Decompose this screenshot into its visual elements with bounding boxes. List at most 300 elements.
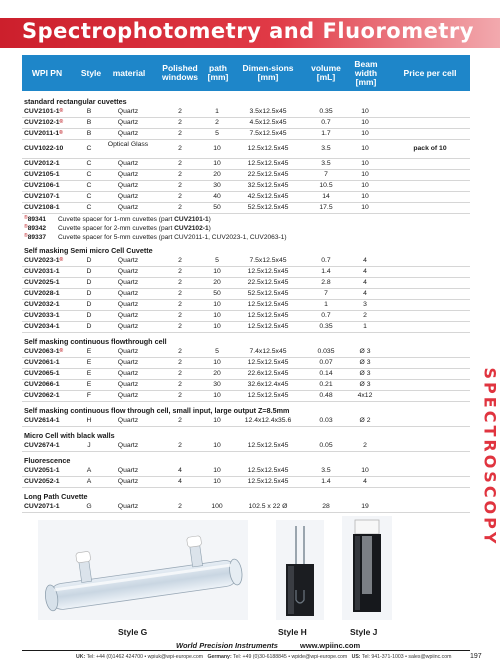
cell-style: C [86,193,92,200]
table-row [22,369,470,380]
header-pn: WPI PN [31,67,63,78]
cell-path: 10 [213,417,221,424]
table-row [22,416,470,427]
cell-path: 10 [213,145,221,152]
part-number-text: CUV2051-1 [24,467,60,474]
cell-beam: 10 [361,467,369,474]
cell-volume: 28 [322,503,330,510]
part-number-text: CUV2023-1 [24,257,60,264]
cell-material: Quartz [117,160,139,167]
cell-dims: 12.5x12.5x45 [247,323,289,330]
cell-path: 50 [213,290,221,297]
us-label: US: [351,654,361,660]
caption-style-h: Style H [278,627,307,637]
part-number-text: CUV2062-1 [24,392,60,399]
cell-polished: 2 [178,279,182,286]
cell-dims: 12.5x12.5x45 [247,359,289,366]
table-row [22,311,470,322]
cell-price: pack of 10 [413,145,447,152]
cell-polished: 2 [178,301,182,308]
part-number [24,391,60,401]
cell-beam: 4 [363,257,367,264]
cell-dims: 42.5x12.5x45 [247,193,289,200]
part-number [24,358,60,368]
cell-style: C [86,182,92,189]
cell-polished: 2 [178,348,182,355]
cell-dims: 7.5x12.5x45 [249,130,287,137]
table-row [22,391,470,402]
cell-path: 1 [215,108,219,115]
note-description [58,224,211,233]
cell-volume: 7 [324,171,328,178]
cell-polished: 2 [178,119,182,126]
cell-path: 10 [213,268,221,275]
note-description [58,233,287,242]
part-number [24,380,60,390]
cell-beam: 1 [363,323,367,330]
cell-polished: 4 [178,478,182,485]
note-line [22,233,470,242]
note-end: ) [208,225,211,232]
cell-material: Quartz [117,359,139,366]
cell-style: G [86,503,92,510]
part-number-text: CUV2031-1 [24,268,60,275]
style-h-photo [276,520,324,620]
cell-polished: 2 [178,312,182,319]
part-number-text: CUV2101-1 [24,108,60,115]
note-text: Cuvette spacer for 2-mm cuvettes (part [58,225,175,232]
cell-path: 2 [215,119,219,126]
cell-dims: 52.5x12.5x45 [247,204,289,211]
section-title: standard rectangular cuvettes [24,97,127,106]
registered-mark: ® [24,224,28,230]
note-description [58,215,211,224]
part-number-text: CUV1022-10 [24,145,64,152]
cell-material: Quartz [117,323,139,330]
cell-dims: 32.6x12.4x45 [247,381,289,388]
cell-beam: 3 [363,301,367,308]
table-row [22,322,470,333]
part-number [24,441,60,451]
cell-material: Quartz [117,279,139,286]
cell-polished: 2 [178,193,182,200]
registered-mark: ® [59,119,64,125]
cell-volume: 0.35 [319,323,333,330]
cell-beam: Ø 3 [359,370,371,377]
cell-beam: 10 [361,193,369,200]
cell-dims: 52.5x12.5x45 [247,290,289,297]
cell-style: C [86,160,92,167]
cell-style: B [86,119,92,126]
cell-style: J [87,442,91,449]
part-number-text: CUV2106-1 [24,182,60,189]
registered-mark: ® [59,130,63,136]
part-number-text: CUV2028-1 [24,290,60,297]
table-row [22,140,470,159]
cell-style: D [86,290,92,297]
cell-polished: 2 [178,290,182,297]
header-volume: volume [mL] [311,63,341,82]
cell-volume: 0.07 [319,359,333,366]
part-number [24,192,60,202]
footer-brand: World Precision Instruments [176,641,278,650]
section-title: Micro Cell with black walls [24,431,115,440]
part-number [24,278,60,288]
part-number-text: CUV2614-1 [24,417,60,424]
part-number [24,311,60,321]
note-end: ) [208,216,211,223]
cell-path: 5 [215,130,219,137]
cell-volume: 0.21 [319,381,333,388]
cell-dims: 12.5x12.5x45 [247,442,289,449]
cell-material: Quartz [117,503,139,510]
header-material: material [112,67,146,78]
cell-volume: 0.14 [319,370,333,377]
cell-polished: 2 [178,503,182,510]
cell-style: E [86,370,92,377]
cell-beam: 2 [363,312,367,319]
cell-path: 10 [213,392,221,399]
part-number [24,477,60,487]
cell-material: Optical Glass [107,141,149,148]
cell-polished: 4 [178,467,182,474]
part-number-text: CUV2011-1 [24,130,60,137]
de-label: Germany: [207,654,232,660]
part-number [24,129,63,139]
cell-material: Quartz [117,301,139,308]
cell-style: H [86,417,92,424]
cell-beam: Ø 3 [359,348,371,355]
header-beam: Beam width [mm] [354,58,378,87]
page-number: 197 [470,653,482,660]
cell-volume: 0.7 [321,257,331,264]
cell-beam: 10 [361,160,369,167]
cell-volume: 3.5 [321,160,331,167]
table-row [22,203,470,214]
part-number [24,502,60,512]
cell-path: 10 [213,467,221,474]
part-number-text: CUV2052-1 [24,478,60,485]
section-title: Fluorescence [24,456,71,465]
cell-material: Quartz [117,204,139,211]
table-row [22,107,470,118]
cell-style: D [86,268,92,275]
footer-url[interactable]: www.wpiinc.com [300,641,361,650]
part-number-text: CUV2066-1 [24,381,60,388]
table-row [22,159,470,170]
cell-volume: 17.5 [319,204,333,211]
cell-path: 10 [213,160,221,167]
part-number [24,107,63,117]
cell-dims: 12.5x12.5x45 [247,160,289,167]
cell-path: 50 [213,204,221,211]
cell-beam: 10 [361,204,369,211]
part-number [24,267,60,277]
cell-polished: 2 [178,145,182,152]
product-table [22,93,470,513]
registered-mark: ® [59,257,64,263]
cell-dims: 12.5x12.5x45 [247,312,289,319]
cell-dims: 12.5x12.5x45 [247,268,289,275]
cell-material: Quartz [117,268,139,275]
header-price: Price per cell [403,67,457,78]
table-row [22,129,470,140]
section-title: Self masking continuous flow through cell, small input, large output Z=8.5mm [24,406,290,415]
header-polished: Polished windows [162,63,198,82]
part-number [24,300,60,310]
cell-dims: 32.5x12.5x45 [247,182,289,189]
cell-path: 10 [213,312,221,319]
cell-material: Quartz [117,171,139,178]
cell-volume: 2.8 [321,279,331,286]
part-number [24,203,60,213]
cell-dims: 7.5x12.5x45 [249,257,287,264]
cell-volume: 14 [322,193,330,200]
cell-path: 30 [213,381,221,388]
cell-material: Quartz [117,392,139,399]
part-number-text: CUV2108-1 [24,204,60,211]
part-number-text: CUV2032-1 [24,301,60,308]
cell-dims: 12.4x12.4x35.6 [244,417,292,424]
cell-path: 10 [213,478,221,485]
cell-beam: 10 [361,145,369,152]
cell-dims: 12.5x12.5x45 [247,301,289,308]
cell-volume: 0.035 [317,348,335,355]
cell-polished: 2 [178,182,182,189]
cell-dims: 12.5x12.5x45 [247,145,289,152]
header-dims: Dimen-sions [mm] [242,63,294,82]
table-row [22,441,470,452]
cell-beam: 10 [361,182,369,189]
cell-style: D [86,279,92,286]
section-title: Long Path Cuvette [24,492,88,501]
cell-beam: 4x12 [357,392,373,399]
table-row [22,502,470,513]
cell-dims: 22.5x12.5x45 [247,279,289,286]
cell-dims: 22.6x12.5x45 [247,370,289,377]
side-tab-label: SPECTROSCOPY [480,367,500,547]
header-path: path [mm] [207,63,229,82]
cell-material: Quartz [117,478,139,485]
registered-mark: ® [24,233,28,239]
cell-volume: 0.48 [319,392,333,399]
part-number [24,144,63,153]
note-part-number: 89341 [27,216,47,223]
part-number-text: CUV2065-1 [24,370,60,377]
part-number [24,118,63,128]
cell-material: Quartz [117,442,139,449]
section-title: Self masking continuous flowthrough cell [24,337,167,346]
cell-polished: 2 [178,381,182,388]
table-row [22,267,470,278]
cell-dims: 102.5 x 22 Ø [248,503,288,510]
cell-dims: 12.5x12.5x45 [247,478,289,485]
cell-polished: 2 [178,442,182,449]
side-tab [480,367,500,547]
cell-material: Quartz [117,182,139,189]
note-text: Cuvette spacer for 5-mm cuvettes (part CUV2011-1, CUV2023-1, CUV2063-1) [58,234,287,241]
part-number-text: CUV2102-1 [24,119,60,126]
cell-beam: 10 [361,108,369,115]
cell-beam: 10 [361,130,369,137]
part-number-text: CUV2061-1 [24,359,60,366]
cell-volume: 1.7 [321,130,331,137]
cell-beam: 4 [363,290,367,297]
part-number-text: CUV2107-1 [24,193,60,200]
table-row [22,466,470,477]
part-number-text: CUV2033-1 [24,312,60,319]
table-row [22,477,470,488]
cell-style: A [86,478,92,485]
cell-path: 10 [213,323,221,330]
table-row [22,380,470,391]
cell-path: 10 [213,442,221,449]
cell-dims: 3.5x12.5x45 [249,108,287,115]
note-part-number: 89342 [27,225,47,232]
cell-style: E [86,348,92,355]
cell-path: 20 [213,171,221,178]
cell-beam: Ø 3 [359,359,371,366]
footer-contacts [76,654,451,660]
note-ref-part: CUV2101-1 [174,216,209,223]
cell-material: Quartz [117,119,139,126]
cell-volume: 7 [324,290,328,297]
part-number-text: CUV2071-1 [24,503,60,510]
cell-material: Quartz [117,108,139,115]
cell-volume: 1 [324,301,328,308]
cell-polished: 2 [178,370,182,377]
cell-polished: 2 [178,323,182,330]
cell-material: Quartz [117,130,139,137]
table-row [22,358,470,369]
cell-beam: 19 [361,503,369,510]
table-header [22,55,470,91]
cell-volume: 0.05 [319,442,333,449]
part-number-text: CUV2025-1 [24,279,60,286]
cell-path: 5 [215,348,219,355]
cell-path: 30 [213,182,221,189]
title-banner [0,18,500,48]
part-number [24,466,60,476]
cell-polished: 2 [178,417,182,424]
cell-material: Quartz [117,417,139,424]
cell-path: 10 [213,301,221,308]
cell-volume: 0.7 [321,119,331,126]
cell-style: A [86,467,92,474]
cell-style: B [86,108,92,115]
cell-dims: 7.4x12.5x45 [249,348,287,355]
cell-style: C [86,145,92,152]
cell-beam: Ø 2 [359,417,371,424]
note-line [22,224,470,233]
cell-polished: 2 [178,359,182,366]
cell-polished: 2 [178,171,182,178]
section-title: Self masking Semi micro Cell Cuvette [24,246,153,255]
cell-volume: 1.4 [321,478,331,485]
part-number-text: CUV2063-1 [24,348,60,355]
de-contact: Tel: +49 (0)30-6188845 • wpide@wpi-europe.com [233,654,348,660]
uk-contact: Tel: +44 (0)1462 424700 • wpiuk@wpi-europe.com [86,654,204,660]
cell-material: Quartz [117,193,139,200]
cell-style: E [86,359,92,366]
part-number [24,322,60,332]
cell-polished: 2 [178,268,182,275]
table-row [22,289,470,300]
part-number-text: CUV2034-1 [24,323,60,330]
note-text: Cuvette spacer for 1-mm cuvettes (part [58,216,175,223]
cell-beam: 10 [361,119,369,126]
cell-material: Quartz [117,257,139,264]
cell-polished: 2 [178,130,182,137]
cell-volume: 10.5 [319,182,333,189]
table-row [22,347,470,358]
footer-rule [22,650,470,651]
note-line [22,215,470,224]
table-row [22,181,470,192]
registered-mark: ® [59,348,64,354]
table-row [22,256,470,267]
cell-polished: 2 [178,160,182,167]
note-ref-part: CUV2102-1 [174,225,209,232]
us-contact: Tel: 941-371-1003 • sales@wpiinc.com [361,654,452,660]
cell-path: 5 [215,257,219,264]
part-number-text: CUV2105-1 [24,171,60,178]
part-number [24,289,60,299]
cell-polished: 2 [178,392,182,399]
cell-beam: Ø 3 [359,381,371,388]
cell-material: Quartz [117,290,139,297]
cell-style: D [86,257,92,264]
part-number [24,256,63,266]
part-number [24,347,63,357]
cell-beam: 4 [363,279,367,286]
table-row [22,192,470,203]
cell-style: D [86,312,92,319]
cell-style: D [86,301,92,308]
part-number [24,170,60,180]
cell-path: 40 [213,193,221,200]
cell-dims: 4.5x12.5x45 [249,119,287,126]
cell-polished: 2 [178,108,182,115]
part-number [24,159,60,169]
page-title: Spectrophotometry and Fluorometry [22,19,474,43]
cell-path: 10 [213,359,221,366]
cell-dims: 12.5x12.5x45 [247,392,289,399]
note-part-number: 89337 [27,234,47,241]
cell-path: 20 [213,279,221,286]
part-number [24,369,60,379]
part-number-text: CUV2012-1 [24,160,60,167]
cell-volume: 3.5 [321,467,331,474]
cell-material: Quartz [117,381,139,388]
cell-dims: 12.5x12.5x45 [247,467,289,474]
cell-volume: 0.35 [319,108,333,115]
part-number [24,416,60,426]
cell-beam: 2 [363,442,367,449]
cell-beam: 4 [363,268,367,275]
cell-volume: 3.5 [321,145,331,152]
table-row [22,278,470,289]
cell-style: E [86,381,92,388]
registered-mark: ® [59,108,64,114]
spacer-notes [22,215,470,242]
cell-volume: 1.4 [321,268,331,275]
header-style: Style [80,67,102,78]
cell-material: Quartz [117,467,139,474]
cell-beam: 10 [361,171,369,178]
cell-path: 20 [213,370,221,377]
cell-volume: 0.7 [321,312,331,319]
